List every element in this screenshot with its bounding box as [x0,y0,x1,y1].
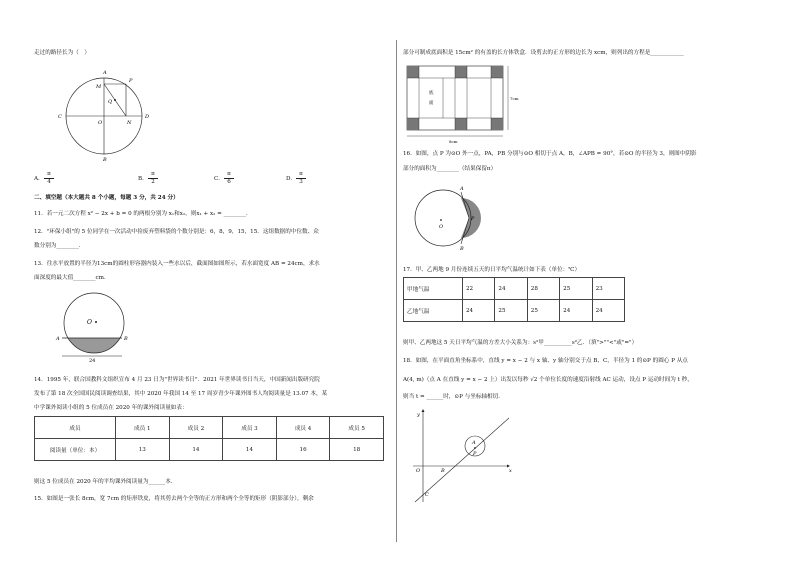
question-14-line4: 则这 5 位成员在 2020 年的平均课外阅读量为______本． [34,479,177,485]
question-15-line2: 部分可制成底面积是 15cm² 的有盖的长方体铁盒．设剪去的正方形的边长为 xcm，则列出的方程是____________ [403,50,684,56]
label-p: P [473,451,477,457]
table-row [35,439,384,461]
left-column [30,0,390,562]
table-cell: 24 [495,278,527,300]
reading-table [34,416,384,461]
point-p [474,447,476,449]
table-cell: 24 [560,300,592,322]
question-12-line2: 数分别为________． [34,243,85,249]
table-row [404,300,625,322]
circle-figure [44,62,164,162]
right-column [403,0,768,562]
table-row [404,278,625,300]
option-b-value: π 2 [148,171,158,186]
table-cell: 成员 [35,417,116,439]
table-cell: 23 [592,278,624,300]
water-tank-figure [56,290,156,370]
corner-shade-br [491,118,503,130]
label-b: B [441,468,445,474]
label-o: O [98,120,103,126]
table-cell: 14 [223,439,277,461]
question-11: 11．若一元二次方程 x² − 2x + b = 0 的两根分别为 x₁和x₂，则x₁ + x₂ = ________. [34,211,248,217]
table-row [35,417,384,439]
label-a: A [103,70,107,76]
option-d[interactable]: D． [286,176,297,182]
table-cell: 25 [560,278,592,300]
question-13-line2: 面深度的最大值________cm． [34,275,110,281]
question-14-line2: 发布了第 18 次全国国民阅读调查结果，其中 2020 年我国 14 至 17 周岁青少年课外图书人均阅读量是 13.07 本，某 [34,391,328,397]
label-p: P [471,216,475,222]
table-cell: 成员 5 [330,417,384,439]
box-net-figure [405,64,525,146]
coordinate-figure [409,408,519,504]
question-13-line1: 13．往水平放置的半径为13cm的圆柱形容器内装入一些水以后，截面图如图所示，若水面宽度 AB = 24cm，求水 [34,261,320,267]
corner-shade-bl [407,118,419,130]
point-q [114,99,116,101]
table-cell: 成员 3 [223,417,277,439]
label-c: C [425,492,429,498]
table-cell: 18 [330,439,384,461]
prev-question-tail: 走过的路径长为（ ） [34,50,90,56]
option-b[interactable]: B． [138,176,148,182]
label-a: A [56,336,60,342]
table-cell: 14 [169,439,223,461]
table-cell: 13 [116,439,170,461]
label-n: N [127,120,132,126]
question-15-line1: 15．如图是一张长 8cm，宽 7cm 的矩形铁皮，将其剪去两个全等的正方形和两个全等的矩形（阴影部分），剩余 [34,496,314,502]
width-label: 24 [89,358,96,364]
question-16-line1: 16．如图，点 P 为⊙O 外一点，PA，PB 分别与⊙O 相切于点 A，B，∠APB = 90°，若⊙O 的半径为 3，则图中阴影 [403,151,697,157]
label-width: 8cm [449,139,458,144]
label-base: 底 [429,91,434,96]
line-y-x-2 [415,418,509,502]
temperature-table [403,277,625,322]
question-18-line3: 则当 t = ______时，⊙P 与坐标轴相切． [403,394,504,400]
column-divider [396,40,397,542]
side-shade-mid-top [455,66,467,78]
label-m: M [96,84,102,90]
question-12-line1: 12．"环保小组"的 5 位同学在一次活动中捡废弃塑料袋的个数分别是：6，8，9，15，15．这组数据的中位数、众 [34,229,319,235]
tangent-figure [403,178,493,258]
question-14-line3: 中学课外阅读小组的 5 位成员在 2020 年的课外阅读量如表： [34,405,188,411]
label-height: 7cm [510,96,519,101]
table-cell: 成员 1 [116,417,170,439]
table-cell: 28 [527,278,559,300]
label-a: A [460,186,464,192]
question-18-line1: 18．如图，在平面直角坐标系中，直线 y = x − 2 与 x 轴、y 轴分别交于点 B、C，半径为 1 的⊙P 的圆心 P 从点 [403,358,688,364]
table-cell: 16 [276,439,330,461]
label-p: P [129,78,133,84]
label-c: C [58,114,62,120]
section-heading: 二、填空题（本大题共 8 个小题，每题 3 分，共 24 分） [34,195,179,201]
corner-shade-tl [407,66,419,78]
y-axis-arrow [422,409,425,412]
option-c-value: π 6 [224,171,234,186]
label-a: A [472,440,476,446]
table-cell: 乙地气温 [404,300,463,322]
table-cell: 甲地气温 [404,278,463,300]
option-a-value: π 4 [44,171,54,186]
label-o: O [416,468,421,474]
question-17: 17．甲、乙两地 9 月份连续五天的日平均气温统计如下表（单位：℃） [403,267,581,273]
label-y: y [417,412,420,418]
table-cell: 成员 2 [169,417,223,439]
label-q: Q [108,99,113,105]
table-cell: 25 [527,300,559,322]
label-d: D [145,114,150,120]
label-b: B [103,157,107,163]
center-o [440,219,442,221]
option-c[interactable]: C． [214,176,224,182]
table-cell: 成员 4 [276,417,330,439]
label-x: x [509,468,512,474]
question-17-answer: 则甲、乙两地这 5 天日平均气温的方差大小关系为：s²甲__________s²乙．（填">""<"或"="） [403,340,638,346]
table-cell: 阅读量（单位：本） [35,439,116,461]
label-b: B [124,336,128,342]
label-face: 面 [429,101,434,106]
table-cell: 25 [495,300,527,322]
circle-o [415,190,471,246]
label-o: O [439,224,444,230]
option-d-value: π 3 [296,171,306,186]
table-cell: 24 [592,300,624,322]
question-16-line2: 部分的面积为________（结果保留π） [403,166,497,172]
label-b: B [460,246,464,252]
side-shade-mid-bottom [455,118,467,130]
center-o [95,321,97,323]
table-cell: 24 [463,300,495,322]
question-14-line1: 14．1995 年，联合国教科文组织宣布 4 月 23 日为"世界读书日"．2021 年世界读书日当天，中国新闻出版研究院 [34,377,320,383]
table-cell: 22 [463,278,495,300]
corner-shade-tr [491,66,503,78]
label-o: O [87,319,92,326]
question-18-line2: A(4, m)（点 A 在直线 y = x − 2 上）出发以每秒 √2 个单位长度的速度沿射线 AC 运动，设点 P 运动时间为 t 秒， [403,377,693,383]
option-a[interactable]: A． [34,176,44,182]
